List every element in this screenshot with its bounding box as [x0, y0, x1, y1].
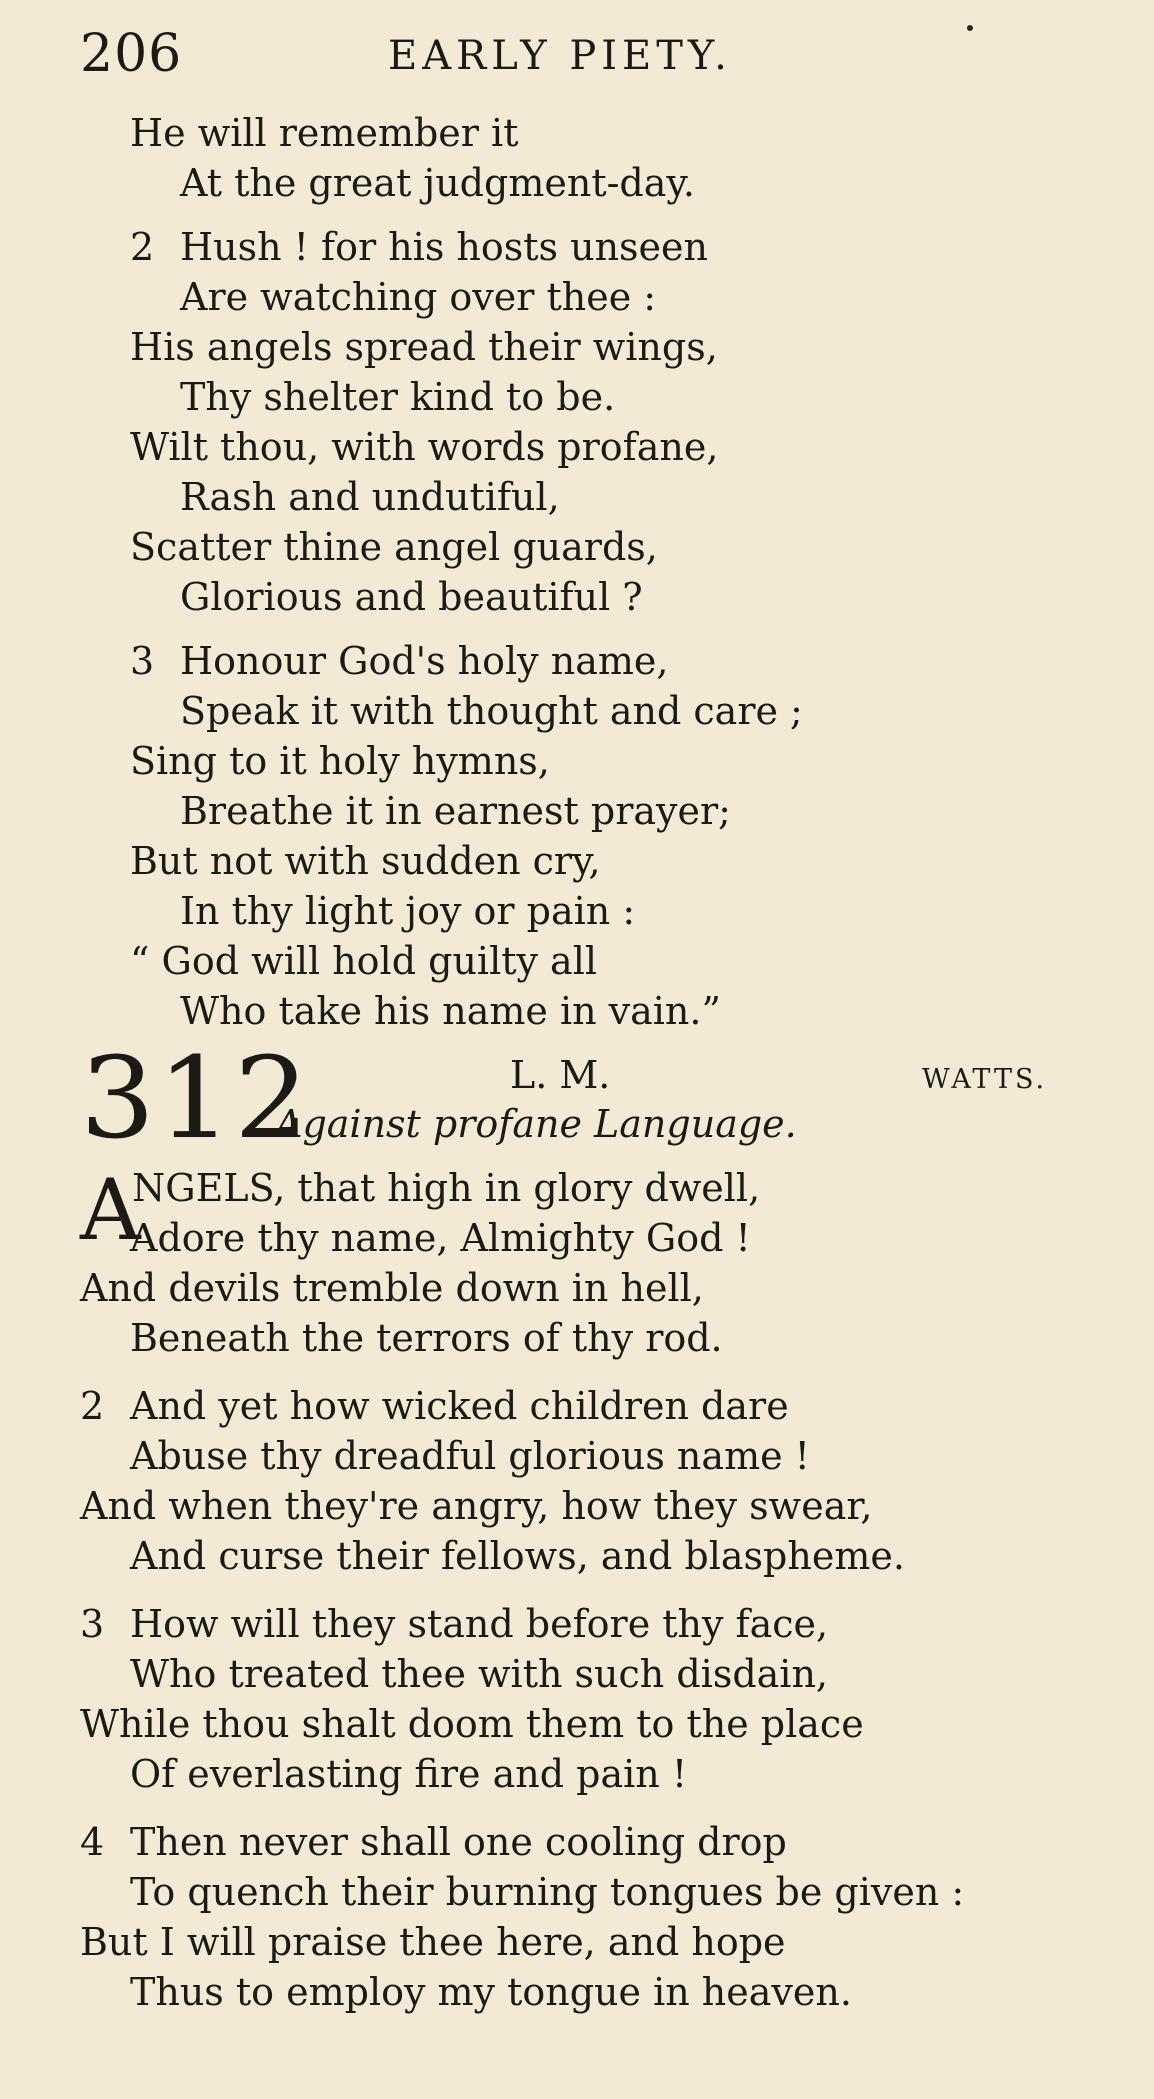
ink-speck: [967, 25, 973, 31]
verse-line: 2 Hush ! for his hosts unseen: [130, 222, 1090, 272]
verse-line: “ God will hold guilty all: [130, 939, 598, 983]
verse-line: Rash and undutiful,: [180, 475, 560, 519]
verse-number: 2: [80, 1384, 105, 1428]
verse-line: 2 And yet how wicked children dare: [80, 1381, 1080, 1431]
verse-line: Breathe it in earnest prayer;: [180, 789, 731, 833]
hymn-meter: L. M.: [510, 1053, 611, 1097]
verse-line: At the great judgment-day.: [180, 161, 695, 205]
verse-line: And curse their fellows, and blaspheme.: [130, 1534, 905, 1578]
verse-line: Beneath the terrors of thy rod.: [130, 1316, 723, 1360]
verse-line: Thus to employ my tongue in heaven.: [130, 1970, 852, 2014]
verse-line: Glorious and beautiful ?: [180, 575, 643, 619]
hymn-312-heading: [80, 1032, 1080, 1164]
verse-line: Of everlasting fire and pain !: [130, 1752, 688, 1796]
page-header: [80, 22, 1080, 92]
verse-line: Abuse thy dreadful glorious name !: [130, 1434, 810, 1478]
verse-line: To quench their burning tongues be given :: [130, 1870, 965, 1914]
verse-line: 4 Then never shall one cooling drop: [80, 1817, 1080, 1867]
verse-line: Thy shelter kind to be.: [180, 375, 616, 419]
verse-line: Adore thy name, Almighty God !: [130, 1216, 751, 1260]
verse-line: Wilt thou, with words profane,: [130, 425, 719, 469]
verse-line: While thou shalt doom them to the place: [80, 1702, 864, 1746]
hymn-author: WATTS.: [922, 1064, 1048, 1095]
hymn-312-body: [80, 1163, 1080, 2017]
hymn-subject: Against profane Language.: [275, 1102, 797, 1146]
running-title: EARLY PIETY.: [388, 33, 732, 79]
drop-cap: A: [80, 1161, 141, 1259]
verse-line: He will remember it: [130, 111, 519, 155]
verse-line: Sing to it holy hymns,: [130, 739, 550, 783]
verse-line: But not with sudden cry,: [130, 839, 601, 883]
verse-line: NGELS, that high in glory dwell,: [132, 1166, 761, 1210]
verse-line: Scatter thine angel guards,: [130, 525, 658, 569]
verse-line: But I will praise thee here, and hope: [80, 1920, 786, 1964]
verse-line: His angels spread their wings,: [130, 325, 718, 369]
verse-line: Who treated thee with such disdain,: [130, 1652, 829, 1696]
verse-line: Speak it with thought and care ;: [180, 689, 803, 733]
verse-line: 3 How will they stand before thy face,: [80, 1599, 1080, 1649]
verse-line: 3 Honour God's holy name,: [130, 636, 1090, 686]
verse-line: And devils tremble down in hell,: [80, 1266, 704, 1310]
verse-number: 3: [80, 1602, 105, 1646]
verse-line: In thy light joy or pain :: [180, 889, 636, 933]
hymn-number: 312: [80, 1032, 312, 1164]
page-number: 206: [80, 24, 183, 84]
hymn-311-continuation: [130, 108, 1090, 1036]
verse-number: 4: [80, 1820, 105, 1864]
verse-number: 3: [130, 639, 155, 683]
verse-number: 2: [130, 225, 155, 269]
verse-line: Are watching over thee :: [180, 275, 657, 319]
verse-line: And when they're angry, how they swear,: [80, 1484, 873, 1528]
verse-line: Who take his name in vain.”: [180, 989, 721, 1033]
